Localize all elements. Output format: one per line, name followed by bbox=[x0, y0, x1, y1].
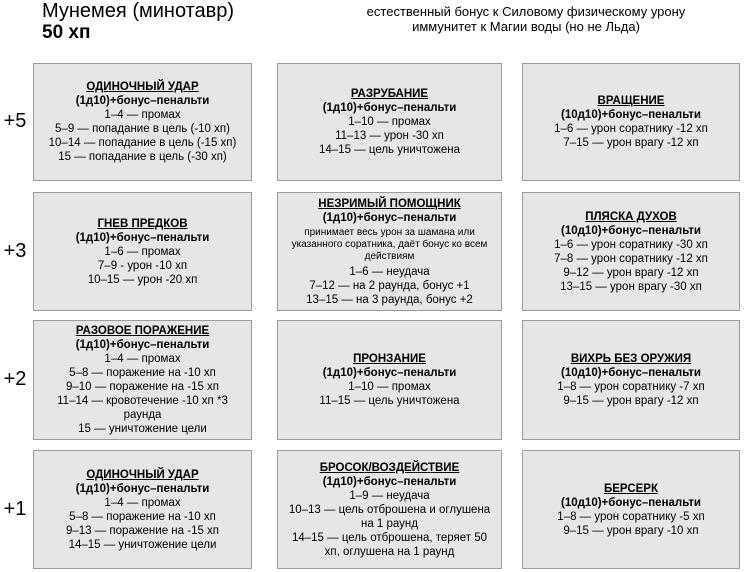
ability-card bbox=[33, 192, 252, 311]
outcome-line: 14–15 — цель отброшена, теряет 50 хп, оглушена на 1 раунд bbox=[291, 531, 488, 558]
outcome-line: 7–12 — на 2 раунда, бонус +1 bbox=[309, 279, 470, 292]
outcome-line: 7–8 — урон соратнику -12 хп bbox=[554, 252, 708, 265]
outcome-line: 9–15 — урон врагу -10 хп bbox=[563, 524, 699, 537]
ability-name: НЕЗРИМЫЙ ПОМОЩНИК bbox=[318, 197, 461, 210]
outcome-line: 10–13 — цель отброшена и оглушена на 1 раунд bbox=[288, 503, 491, 530]
outcome-line: 15 — попадание в цель (-30 хп) bbox=[58, 151, 227, 163]
ability-name: ГНЕВ ПРЕДКОВ bbox=[97, 217, 188, 230]
outcome-line: 11–13 — урон -30 хп bbox=[335, 130, 444, 142]
outcome-line: 1–6 — урон соратнику -12 хп bbox=[554, 123, 708, 135]
ability-card bbox=[522, 63, 740, 181]
ability-card bbox=[522, 450, 740, 569]
ability-name: БЕРСЕРК bbox=[604, 482, 658, 495]
ability-name: ПРОНЗАНИЕ bbox=[353, 353, 426, 365]
ability-name: ПЛЯСКА ДУХОВ bbox=[585, 210, 677, 223]
outcome-line: 5–8 — поражение на -10 хп bbox=[69, 510, 216, 523]
outcome-line: 7–9 - урон -10 хп bbox=[97, 259, 188, 272]
outcome-line: 1–6 — урон соратнику -30 хп bbox=[554, 238, 708, 251]
outcome-line: 9–12 — урон врагу -12 хп bbox=[563, 266, 699, 279]
dice-formula: (1д10)+бонус–пенальти bbox=[75, 231, 210, 244]
ability-card bbox=[277, 63, 502, 181]
trait-line: иммунитет к Магии воды (но не Льда) bbox=[412, 19, 640, 34]
outcome-line: 9–10 — поражение на -15 хп bbox=[65, 381, 220, 393]
dice-formula: (1д10)+бонус–пенальти bbox=[322, 367, 457, 379]
outcome-line: 1–4 — промах bbox=[104, 353, 181, 365]
ability-card bbox=[522, 192, 740, 311]
ability-name: ВИХРЬ БЕЗ ОРУЖИЯ bbox=[570, 353, 692, 365]
dice-formula: (1д10)+бонус–пенальти bbox=[75, 482, 210, 495]
dice-formula: (1д10)+бонус–пенальти bbox=[75, 339, 210, 351]
outcome-line: 5–8 — поражение на -10 хп bbox=[69, 367, 216, 379]
outcome-line: 14–15 — уничтожение цели bbox=[68, 538, 217, 551]
ability-card bbox=[33, 320, 252, 440]
ability-card bbox=[277, 450, 502, 569]
outcome-line: 10–15 — урон -20 хп bbox=[87, 273, 198, 286]
row-level-label: +1 bbox=[3, 497, 27, 520]
outcome-line: 1–10 — промах bbox=[348, 381, 431, 393]
page-title: Мунемея (минотавр) bbox=[42, 0, 235, 22]
outcome-line: 5–9 — попадание в цель (-10 хп) bbox=[55, 123, 230, 135]
outcome-line: 1–9 — неудача bbox=[349, 489, 430, 502]
outcome-line: 1–6 — неудача bbox=[349, 265, 430, 278]
row-level-label: +2 bbox=[3, 368, 27, 390]
outcome-line: 13–15 — на 3 раунда, бонус +2 bbox=[306, 293, 473, 306]
ability-description: принимает весь урон за шамана или указанного соратника, даёт бонус ко всем действиям bbox=[291, 226, 488, 262]
ability-card bbox=[277, 320, 502, 440]
dice-formula: (10д10)+бонус–пенальти bbox=[561, 109, 701, 121]
outcome-line: 1–4 — промах bbox=[104, 109, 181, 121]
dice-formula: (1д10)+бонус–пенальти bbox=[322, 211, 457, 224]
ability-card bbox=[33, 450, 252, 569]
dice-formula: (1д10)+бонус–пенальти bbox=[322, 102, 457, 114]
ability-card bbox=[277, 192, 502, 311]
dice-formula: (1д10)+бонус–пенальти bbox=[322, 475, 457, 488]
outcome-line: 10–14 — попадание в цель (-15 хп) bbox=[48, 137, 237, 149]
row-level-label: +3 bbox=[3, 239, 27, 262]
outcome-line: 9–13 — поражение на -15 хп bbox=[65, 524, 220, 537]
outcome-line: 1–10 — промах bbox=[348, 116, 431, 128]
outcome-line: 1–8 — урон соратнику -5 хп bbox=[557, 510, 705, 523]
ability-name: РАЗРУБАНИЕ bbox=[350, 88, 429, 100]
traits-note bbox=[366, 4, 686, 34]
row-level-label: +5 bbox=[3, 110, 27, 132]
ability-name: БРОСОК/ВОЗДЕЙСТВИЕ bbox=[319, 461, 460, 474]
dice-formula: (10д10)+бонус–пенальти bbox=[561, 496, 701, 509]
dice-formula: (10д10)+бонус–пенальти bbox=[561, 224, 701, 237]
dice-formula: (10д10)+бонус–пенальти bbox=[561, 367, 701, 379]
trait-line: естественный бонус к Силовому физическому урону bbox=[366, 4, 686, 19]
outcome-line: 1–4 — промах bbox=[104, 496, 181, 509]
outcome-line: 13–15 — урон врагу -30 хп bbox=[560, 280, 702, 293]
ability-card bbox=[33, 63, 252, 181]
ability-card bbox=[522, 320, 740, 440]
outcome-line: 11–15 — цель уничтожена bbox=[319, 395, 460, 407]
ability-name: ОДИНОЧНЫЙ УДАР bbox=[86, 468, 199, 481]
outcome-line: 15 — уничтожение цели bbox=[78, 423, 207, 435]
outcome-line: 1–8 — урон соратнику -7 хп bbox=[557, 381, 705, 393]
ability-name: ВРАЩЕНИЕ bbox=[597, 95, 665, 107]
outcome-line: 7–15 — урон врагу -12 хп bbox=[563, 137, 699, 149]
dice-formula: (1д10)+бонус–пенальти bbox=[75, 95, 210, 107]
outcome-line: 1–6 — промах bbox=[104, 245, 181, 258]
outcome-line: 9–15 — урон врагу -12 хп bbox=[563, 395, 699, 407]
hp-value: 50 хп bbox=[42, 22, 91, 43]
ability-name: РАЗОВОЕ ПОРАЖЕНИЕ bbox=[75, 325, 210, 337]
outcome-line: 14–15 — цель уничтожена bbox=[319, 144, 460, 156]
outcome-line: 11–14 — кровотечение -10 хп *3 раунда bbox=[57, 395, 228, 421]
ability-name: ОДИНОЧНЫЙ УДАР bbox=[86, 81, 199, 93]
